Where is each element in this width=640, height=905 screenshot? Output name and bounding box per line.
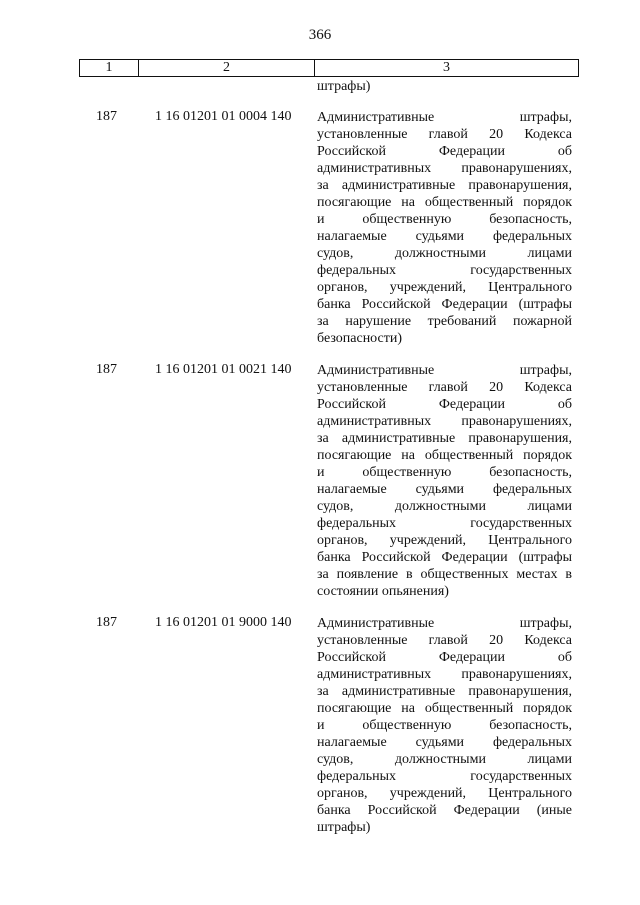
row-description — [317, 109, 572, 347]
description-line: судов, должностными лицами — [317, 752, 572, 767]
page-number: 366 — [308, 27, 332, 43]
description-line: Российской Федерации об — [317, 397, 572, 412]
description-line: Российской Федерации об — [317, 144, 572, 159]
table-header — [79, 59, 579, 77]
budget-classification-code: 1 16 01201 01 9000 140 — [155, 615, 292, 630]
description-line: посягающие на общественный порядок — [317, 448, 572, 463]
description-line: за административные правонарушения, — [317, 178, 572, 193]
description-line: за административные правонарушения, — [317, 431, 572, 446]
continuation-text: штрафы) — [317, 79, 371, 94]
description-line: банка Российской Федерации (иные — [317, 803, 572, 818]
description-line: установленные главой 20 Кодекса — [317, 380, 572, 395]
description-line: за нарушение требований пожарной — [317, 314, 572, 329]
admin-code: 187 — [96, 362, 117, 377]
description-line: банка Российской Федерации (штрафы — [317, 550, 572, 565]
budget-classification-code: 1 16 01201 01 0021 140 — [155, 362, 292, 377]
description-line: Административные штрафы, — [317, 363, 572, 378]
description-line: штрафы) — [317, 820, 371, 835]
description-line: административных правонарушениях, — [317, 161, 572, 176]
admin-code: 187 — [96, 109, 117, 124]
header-col-3: 3 — [443, 60, 450, 75]
description-line: органов, учреждений, Центрального — [317, 786, 572, 801]
description-line: и общественную безопасность, — [317, 465, 572, 480]
description-line: и общественную безопасность, — [317, 718, 572, 733]
header-col-2: 2 — [139, 60, 315, 76]
description-line: за административные правонарушения, — [317, 684, 572, 699]
budget-classification-code: 1 16 01201 01 0004 140 — [155, 109, 292, 124]
description-line: налагаемые судьями федеральных — [317, 229, 572, 244]
description-line: органов, учреждений, Центрального — [317, 280, 572, 295]
description-line: посягающие на общественный порядок — [317, 701, 572, 716]
row-description — [317, 615, 572, 836]
description-line: банка Российской Федерации (штрафы — [317, 297, 572, 312]
header-col-1: 1 — [80, 60, 139, 76]
row-description — [317, 362, 572, 600]
description-line: налагаемые судьями федеральных — [317, 735, 572, 750]
description-line: Административные штрафы, — [317, 616, 572, 631]
description-line: судов, должностными лицами — [317, 499, 572, 514]
description-line: установленные главой 20 Кодекса — [317, 633, 572, 648]
description-line: административных правонарушениях, — [317, 414, 572, 429]
description-line: административных правонарушениях, — [317, 667, 572, 682]
description-line: Административные штрафы, — [317, 110, 572, 125]
description-line: органов, учреждений, Центрального — [317, 533, 572, 548]
description-line: Российской Федерации об — [317, 650, 572, 665]
admin-code: 187 — [96, 615, 117, 630]
description-line: налагаемые судьями федеральных — [317, 482, 572, 497]
description-line: посягающие на общественный порядок — [317, 195, 572, 210]
description-line: федеральных государственных — [317, 516, 572, 531]
description-line: федеральных государственных — [317, 769, 572, 784]
description-line: за появление в общественных местах в — [317, 567, 572, 582]
description-line: состоянии опьянения) — [317, 584, 449, 599]
description-line: судов, должностными лицами — [317, 246, 572, 261]
description-line: безопасности) — [317, 331, 403, 346]
description-line: федеральных государственных — [317, 263, 572, 278]
description-line: и общественную безопасность, — [317, 212, 572, 227]
description-line: установленные главой 20 Кодекса — [317, 127, 572, 142]
